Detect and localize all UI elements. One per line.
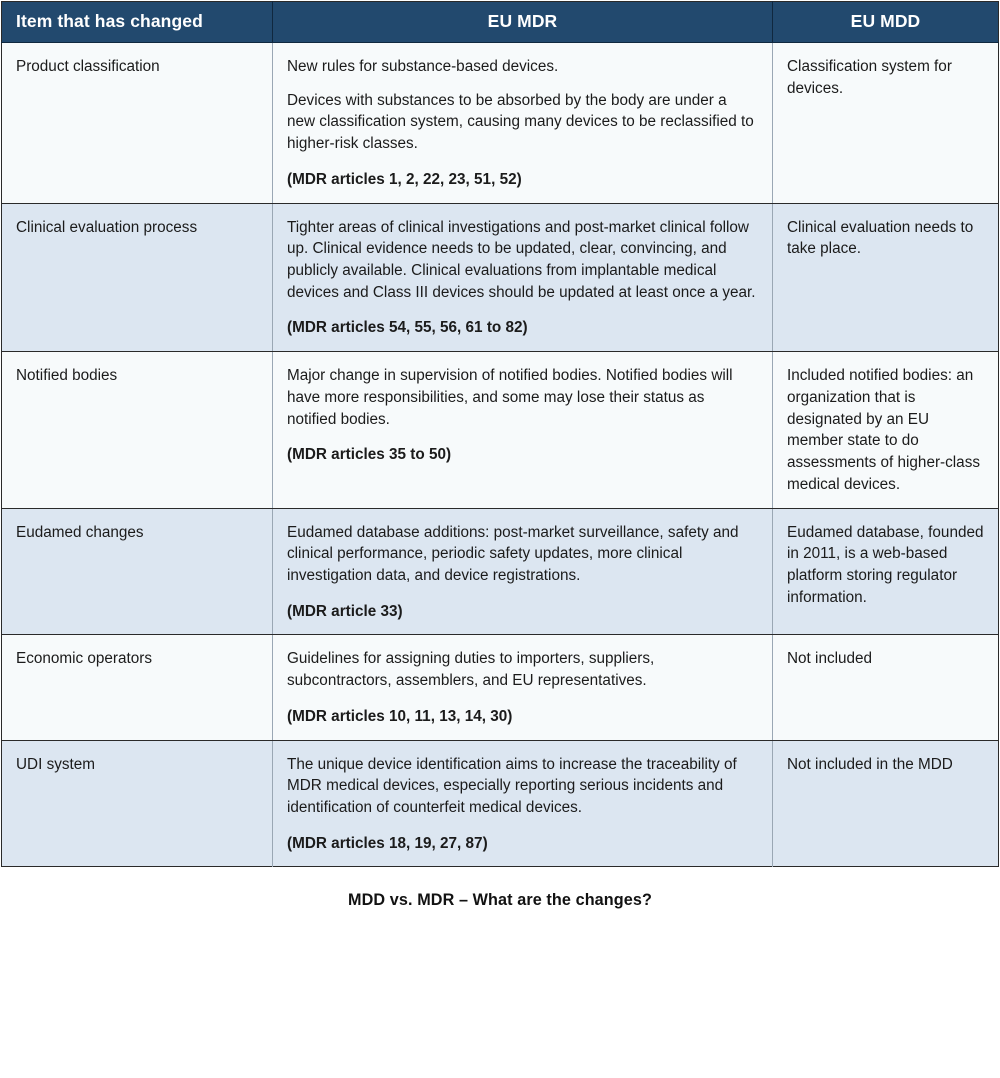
row-mdr-cell	[273, 203, 773, 352]
column-header-eu-mdd: EU MDD	[773, 2, 999, 43]
item-text: Eudamed changes	[16, 523, 144, 541]
item-text: Clinical evaluation process	[16, 218, 198, 236]
mdd-text: Clinical evaluation needs to take place.	[787, 218, 974, 258]
mdd-text: Classification system for devices.	[787, 58, 952, 97]
row-item-label	[2, 635, 273, 740]
row-item-label	[2, 43, 273, 204]
mdr-article-reference: (MDR articles 10, 11, 13, 14, 30)	[287, 707, 513, 725]
row-mdr-cell	[273, 352, 773, 508]
mdr-article-reference: (MDR article 33)	[287, 602, 403, 620]
column-header-eu-mdr: EU MDR	[273, 2, 773, 43]
mdr-paragraph: The unique device identification aims to increase the traceability of MDR medical devices, especially reporting serious incidents and identification of counterfeit medical devices.	[287, 755, 737, 816]
mdr-article-reference: (MDR articles 54, 55, 56, 61 to 82)	[287, 319, 528, 337]
row-item-label	[2, 352, 273, 508]
table-row	[2, 43, 999, 204]
row-mdd-cell	[773, 352, 999, 508]
item-text: UDI system	[16, 755, 96, 773]
row-mdr-cell	[273, 635, 773, 740]
table-row	[2, 352, 999, 508]
row-mdd-cell	[773, 43, 999, 204]
comparison-table-figure	[0, 1, 1000, 1078]
table-row	[2, 635, 999, 740]
mdr-paragraph: Tighter areas of clinical investigations and post-market clinical follow up. Clinical evidence needs to be updated, clear, convincing, and publicly available. Clinical evaluations from implantable medical devices and Class III devices should be updated at least once a year.	[287, 218, 756, 301]
row-mdd-cell	[773, 508, 999, 635]
table-row	[2, 203, 999, 352]
mdd-text: Eudamed database, founded in 2011, is a web-based platform storing regulator information.	[787, 523, 984, 606]
mdd-text: Not included in the MDD	[787, 755, 953, 773]
row-mdd-cell	[773, 203, 999, 352]
item-text: Product classification	[16, 58, 160, 75]
mdr-article-reference: (MDR articles 1, 2, 22, 23, 51, 52)	[287, 170, 522, 188]
mdd-vs-mdr-table	[1, 1, 999, 867]
mdr-paragraph: Eudamed database additions: post-market surveillance, safety and clinical performance, periodic safety updates, more clinical investigation data, and device registrations.	[287, 523, 739, 584]
row-mdr-cell	[273, 740, 773, 867]
mdr-article-reference: (MDR articles 35 to 50)	[287, 446, 452, 464]
mdr-paragraph: New rules for substance-based devices.	[287, 58, 559, 75]
column-header-item: Item that has changed	[2, 2, 273, 43]
row-item-label	[2, 508, 273, 635]
row-mdd-cell	[773, 740, 999, 867]
mdd-text: Not included	[787, 650, 873, 668]
table-header	[2, 2, 999, 43]
mdr-paragraph: Devices with substances to be absorbed by the body are under a new classification system, causing many devices to be reclassified to higher-risk classes.	[287, 91, 754, 153]
row-mdr-cell	[273, 508, 773, 635]
row-mdd-cell	[773, 635, 999, 740]
mdr-paragraph: Guidelines for assigning duties to importers, suppliers, subcontractors, assemblers, and EU representatives.	[287, 650, 655, 690]
mdr-paragraph: Major change in supervision of notified bodies. Notified bodies will have more responsibilities, and some may lose their status as notified bodies.	[287, 367, 733, 428]
mdr-article-reference: (MDR articles 18, 19, 27, 87)	[287, 834, 488, 852]
table-header-row	[2, 2, 999, 43]
mdd-text: Included notified bodies: an organization that is designated by an EU member state to do assessments of higher-class medical devices.	[787, 367, 980, 493]
row-item-label	[2, 740, 273, 867]
row-item-label	[2, 203, 273, 352]
table-row	[2, 508, 999, 635]
table-body	[2, 43, 999, 867]
row-mdr-cell	[273, 43, 773, 204]
item-text: Economic operators	[16, 650, 153, 668]
figure-caption: MDD vs. MDR – What are the changes?	[348, 891, 652, 910]
table-row	[2, 740, 999, 867]
item-text: Notified bodies	[16, 367, 118, 385]
